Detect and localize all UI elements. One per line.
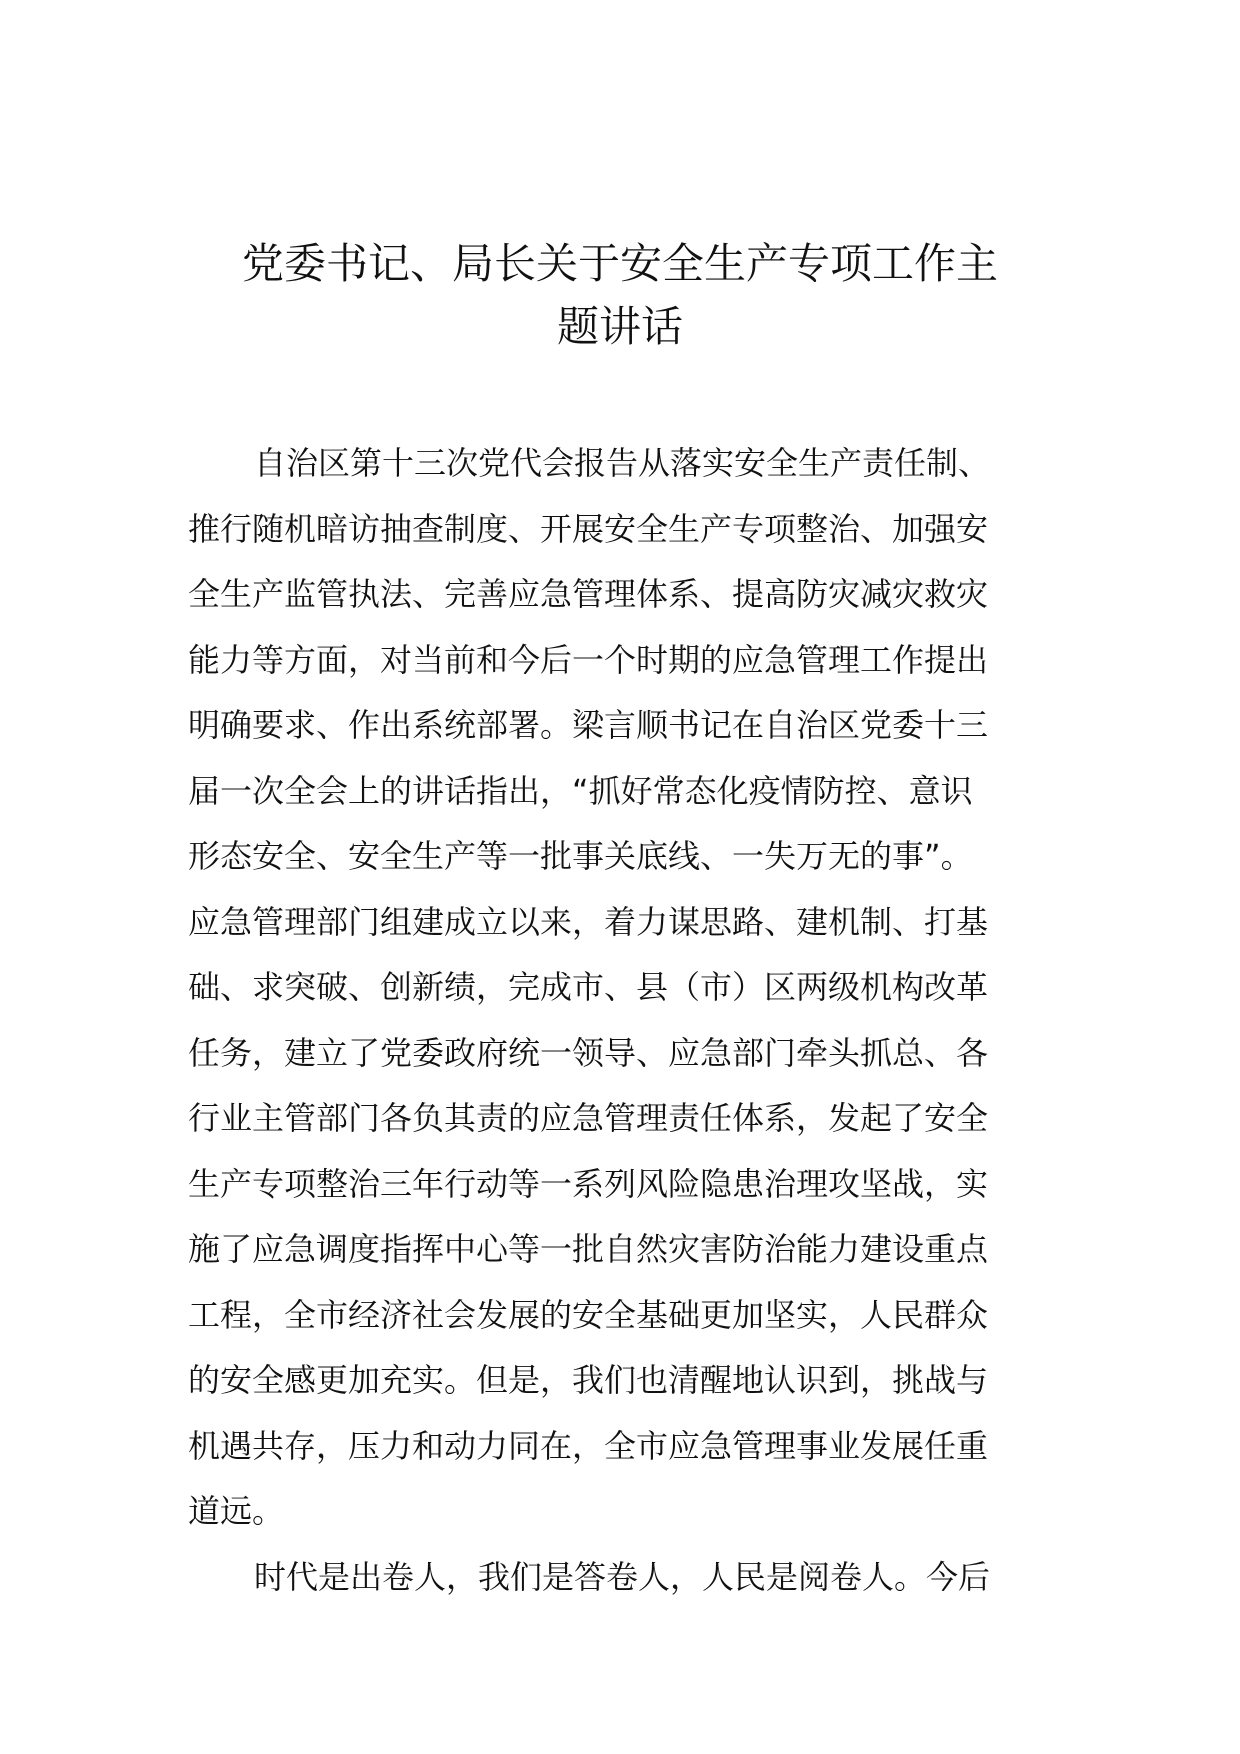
paragraph-1-line: 形态安全、安全生产等一批事关底线、一失万无的事”。 xyxy=(188,837,973,875)
paragraph-1-line: 础、求突破、创新绩，完成市、县（市）区两级机构改革 xyxy=(188,968,989,1006)
title-line-1: 党委书记、局长关于安全生产专项工作主 xyxy=(241,239,998,288)
paragraph-1-line: 明确要求、作出系统部署。梁言顺书记在自治区党委十三 xyxy=(188,706,989,744)
document-title xyxy=(200,232,1040,358)
paragraph-1-line: 机遇共存，压力和动力同在，全市应急管理事业发展任重 xyxy=(188,1426,989,1465)
paragraph-2-line: 时代是出卷人，我们是答卷人，人民是阅卷人。今后 xyxy=(254,1557,991,1596)
paragraph-1-line: 行业主管部门各负其责的应急管理责任体系，发起了安全 xyxy=(188,1099,989,1137)
paragraph-1-line: 生产专项整治三年行动等一系列风险隐患治理攻坚战，实 xyxy=(188,1164,989,1203)
title-line-2: 题讲话 xyxy=(556,302,683,351)
paragraph-1-line: 道远。 xyxy=(188,1492,285,1530)
paragraph-1-line: 能力等方面，对当前和今后一个时期的应急管理工作提出 xyxy=(188,640,989,679)
paragraph-1-line: 届一次全会上的讲话指出，“抓好常态化疫情防控、意识 xyxy=(188,771,973,810)
paragraph-1-line: 应急管理部门组建成立以来，着力谋思路、建机制、打基 xyxy=(188,902,989,941)
document-body xyxy=(188,431,1058,1610)
paragraph-1-line: 推行随机暗访抽查制度、开展安全生产专项整治、加强安 xyxy=(188,509,989,548)
paragraph-1-line: 工程，全市经济社会发展的安全基础更加坚实，人民群众 xyxy=(188,1295,989,1334)
paragraph-1-line: 全生产监管执法、完善应急管理体系、提高防灾减灾救灾 xyxy=(188,575,989,613)
paragraph-1-line: 的安全感更加充实。但是，我们也清醒地认识到，挑战与 xyxy=(188,1361,989,1399)
paragraph-1-line: 任务，建立了党委政府统一领导、应急部门牵头抓总、各 xyxy=(188,1033,989,1072)
paragraph-1-line: 自治区第十三次党代会报告从落实安全生产责任制、 xyxy=(254,444,991,482)
paragraph-1-line: 施了应急调度指挥中心等一批自然灾害防治能力建设重点 xyxy=(188,1230,989,1268)
